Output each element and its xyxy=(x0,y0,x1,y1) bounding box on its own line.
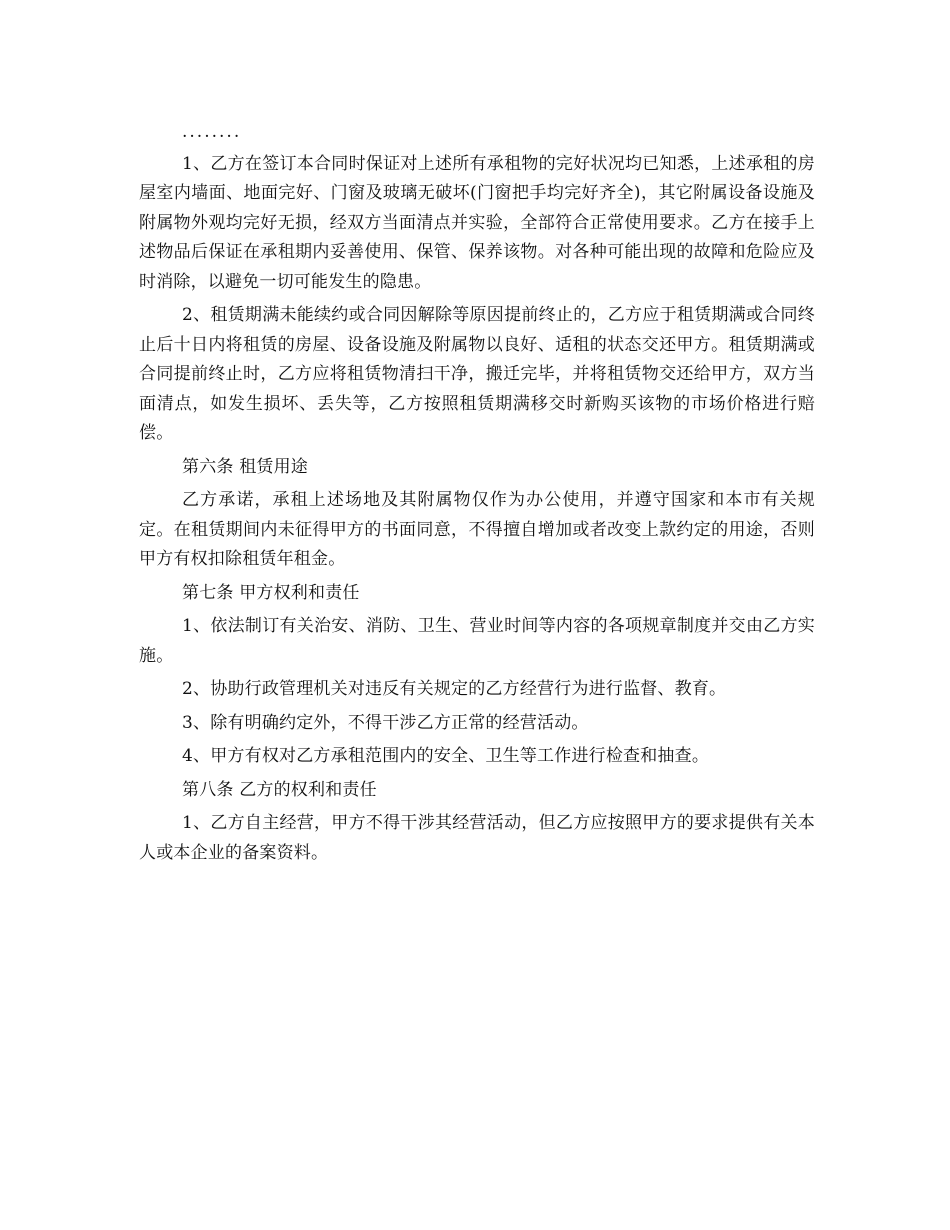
paragraph-party-a-rules: 1、依法制订有关治安、消防、卫生、营业时间等内容的各项规章制度并交由乙方实施。 xyxy=(139,616,815,666)
document-body xyxy=(139,118,815,872)
paragraph-party-b-operation: 1、乙方自主经营，甲方不得干涉其经营活动，但乙方应按照甲方的要求提供有关本人或本企业的备案资料。 xyxy=(139,813,815,863)
article-8-heading: 第八条 乙方的权利和责任 xyxy=(182,779,377,800)
paragraph-party-a-noninterference: 3、除有明确约定外，不得干涉乙方正常的经营活动。 xyxy=(182,712,589,733)
paragraph-lease-expiry-return: 2、租赁期满未能续约或合同因解除等原因提前终止的，乙方应于租赁期满或合同终止后十日内将租赁的房屋、设备设施及附属物以良好、适租的状态交还甲方。租赁期满或合同提前终止时，乙方应将租赁物清扫干净，搬迁完毕，并将租赁物交还给甲方，双方当面清点，如发生损坏、丢失等，乙方按照租赁期满移交时新购买该物的市场价格进行赔偿。 xyxy=(139,305,815,443)
article-6-heading: 第六条 租赁用途 xyxy=(182,456,309,477)
paragraph-tenant-inspection: 1、乙方在签订本合同时保证对上述所有承租物的完好状况均已知悉，上述承租的房屋室内墙面、地面完好、门窗及玻璃无破坏(门窗把手均完好齐全)，其它附属设备设施及附属物外观均完好无损，经双方当面清点并实验，全部符合正常使用要求。乙方在接手上述物品后保证在承租期内妥善使用、保管、保养该物。对各种可能出现的故障和危险应及时消除，以避免一切可能发生的隐患。 xyxy=(139,153,815,292)
paragraph-party-a-supervision: 2、协助行政管理机关对违反有关规定的乙方经营行为进行监督、教育。 xyxy=(182,679,727,699)
paragraph-lease-purpose: 乙方承诺，承租上述场地及其附属物仅作为办公使用，并遵守国家和本市有关规定。在租赁期间内未征得甲方的书面同意，不得擅自增加或者改变上款约定的用途，否则甲方有权扣除租赁年租金。 xyxy=(139,490,815,569)
article-7-heading: 第七条 甲方权利和责任 xyxy=(182,582,360,603)
paragraph-party-a-inspection: 4、甲方有权对乙方承租范围内的安全、卫生等工作进行检查和抽查。 xyxy=(182,746,710,766)
ellipsis-marker: ........ xyxy=(182,122,242,142)
